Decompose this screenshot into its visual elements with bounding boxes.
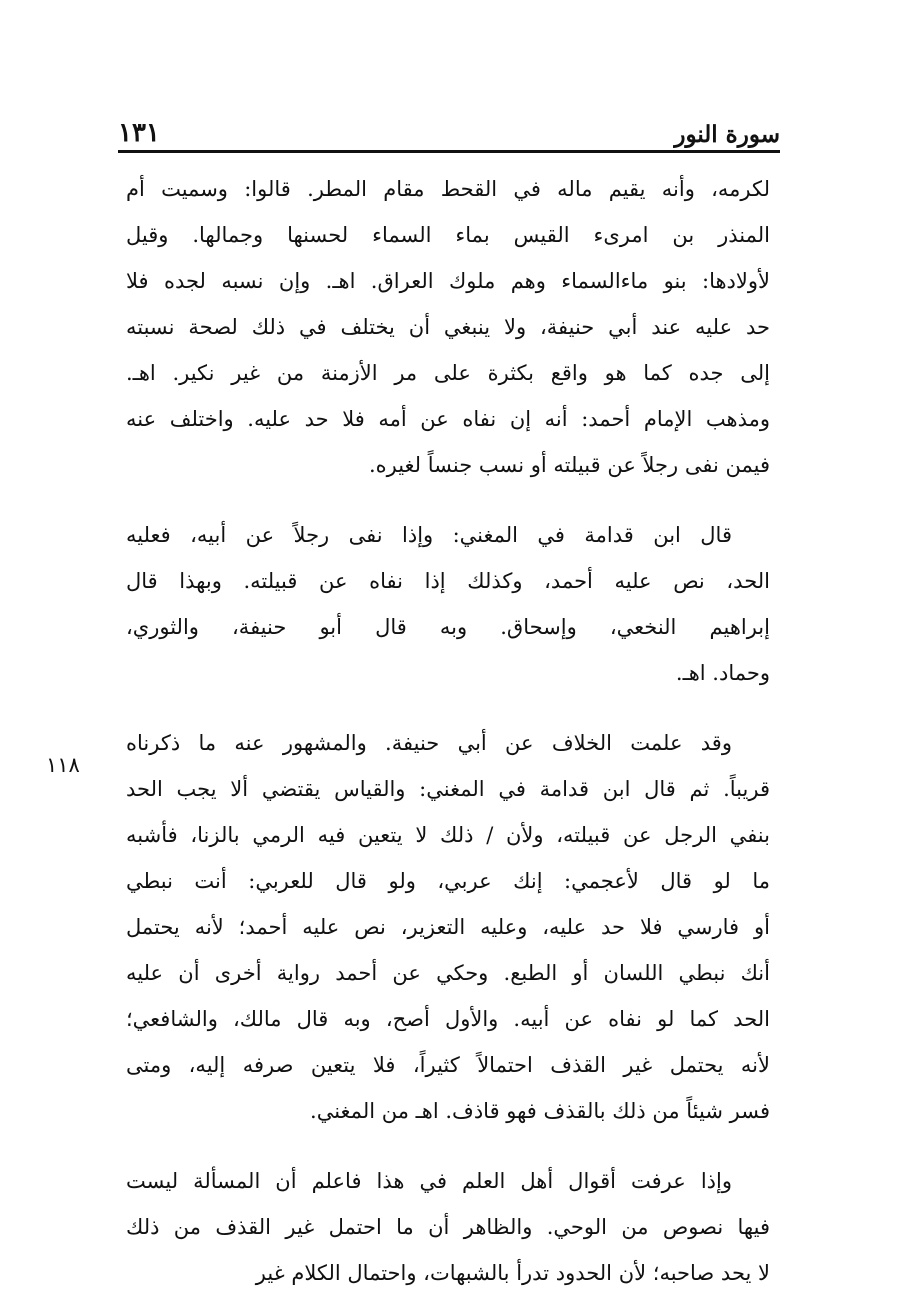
text-line: فسر شيئاً من ذلك بالقذف فهو قاذف. اهـ من المغني. (310, 1099, 770, 1123)
paragraph (126, 720, 770, 1134)
text-line: ومذهب الإمام أحمد: أنه إن نفاه عن أمه فلا حد عليه. واختلف عنه (126, 407, 770, 431)
text-line: لا يحد صاحبه؛ لأن الحدود تدرأ بالشبهات، واحتمال الكلام غير (255, 1261, 770, 1285)
text-line: أو فارسي فلا حد عليه، وعليه التعزير، نص عليه أحمد؛ لأنه يحتمل (126, 915, 770, 939)
text-line: إبراهيم النخعي، وإسحاق. وبه قال أبو حنيفة، والثوري، (126, 615, 770, 639)
text-line: ما لو قال لأعجمي: إنك عربي، ولو قال للعربي: أنت نبطي (126, 869, 770, 893)
text-line: إلى جده كما هو واقع بكثرة على مر الأزمنة من غير نكير. اهـ. (126, 361, 770, 385)
margin-page-reference: ١١٨ (46, 753, 80, 777)
paragraph-gap (126, 488, 770, 512)
paragraph (126, 1158, 770, 1296)
text-line: وحماد. اهـ. (675, 661, 770, 685)
text-line: لأنه يحتمل غير القذف احتمالاً كثيراً، فلا يتعين صرفه إليه، ومتى (126, 1053, 770, 1077)
main-text (126, 166, 770, 1296)
header-rule (118, 150, 780, 153)
paragraph-gap (126, 696, 770, 720)
text-line: فيها نصوص من الوحي. والظاهر أن ما احتمل غير القذف من ذلك (126, 1215, 770, 1239)
text-line: حد عليه عند أبي حنيفة، ولا ينبغي أن يختلف في ذلك لصحة نسبته (126, 315, 770, 339)
paragraph (126, 166, 770, 488)
text-line: وقد علمت الخلاف عن أبي حنيفة. والمشهور عنه ما ذكرناه (126, 731, 732, 755)
text-line: أنك نبطي اللسان أو الطبع. وحكي عن أحمد رواية أخرى أن عليه (126, 961, 770, 985)
paragraph-gap (126, 1134, 770, 1158)
text-line: لكرمه، وأنه يقيم ماله في القحط مقام المطر. قالوا: وسميت أم (126, 177, 770, 201)
text-line: لأولادها: بنو ماءالسماء وهم ملوك العراق. اهـ. وإن نسبه لجده فلا (126, 269, 770, 293)
text-line: بنفي الرجل عن قبيلته، ولأن / ذلك لا يتعين فيه الرمي بالزنا، فأشبه (126, 823, 770, 847)
text-line: قريباً. ثم قال ابن قدامة في المغني: والقياس يقتضي ألا يجب الحد (126, 777, 770, 801)
text-line: وإذا عرفت أقوال أهل العلم في هذا فاعلم أن المسألة ليست (126, 1169, 732, 1193)
running-title: سورة النور (674, 121, 780, 148)
text-line: الحد كما لو نفاه عن أبيه. والأول أصح، وبه قال مالك، والشافعي؛ (126, 1007, 770, 1031)
page-header (118, 112, 780, 152)
text-line: الحد، نص عليه أحمد، وكذلك إذا نفاه عن قبيلته. وبهذا قال (126, 569, 770, 593)
text-line: فيمن نفى رجلاً عن قبيلته أو نسب جنساً لغيره. (368, 453, 770, 477)
paragraph (126, 512, 770, 696)
text-line: قال ابن قدامة في المغني: وإذا نفى رجلاً عن أبيه، فعليه (126, 523, 732, 547)
page-number: ١٣١ (118, 118, 160, 148)
text-line: المنذر بن امرىء القيس بماء السماء لحسنها وجمالها. وقيل (126, 223, 770, 247)
